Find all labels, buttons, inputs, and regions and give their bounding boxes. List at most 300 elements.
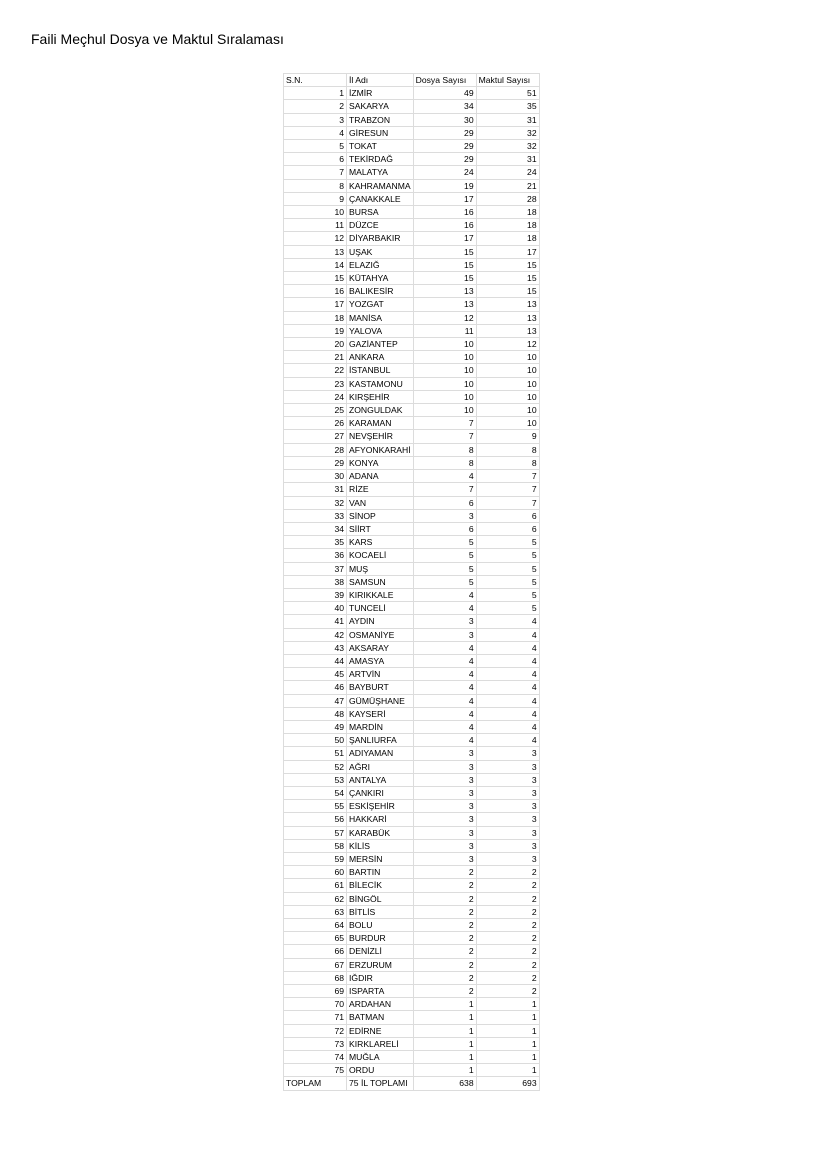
cell-sn: 49	[284, 720, 347, 733]
cell-sn: 51	[284, 747, 347, 760]
table-row	[284, 1064, 540, 1077]
header-maktul-sayisi: Maktul Sayısı	[476, 74, 539, 87]
cell-dosya-sayisi: 24	[413, 166, 476, 179]
cell-sn: 42	[284, 628, 347, 641]
table-row	[284, 417, 540, 430]
cell-il-adi: ŞANLIURFA	[347, 734, 414, 747]
cell-dosya-sayisi: 7	[413, 483, 476, 496]
table-row	[284, 628, 540, 641]
table-row	[284, 1024, 540, 1037]
cell-maktul-sayisi: 1	[476, 1064, 539, 1077]
cell-il-adi: EDİRNE	[347, 1024, 414, 1037]
cell-dosya-sayisi: 2	[413, 985, 476, 998]
cell-maktul-sayisi: 1	[476, 1024, 539, 1037]
cell-sn: 40	[284, 602, 347, 615]
cell-dosya-sayisi: 30	[413, 113, 476, 126]
cell-maktul-sayisi: 10	[476, 377, 539, 390]
cell-il-adi: DÜZCE	[347, 219, 414, 232]
cell-sn: 48	[284, 707, 347, 720]
cell-dosya-sayisi: 3	[413, 747, 476, 760]
cell-il-adi: OSMANİYE	[347, 628, 414, 641]
cell-dosya-sayisi: 2	[413, 879, 476, 892]
table-row	[284, 338, 540, 351]
cell-maktul-sayisi: 2	[476, 866, 539, 879]
table-row	[284, 100, 540, 113]
cell-il-adi: KIRIKKALE	[347, 588, 414, 601]
cell-sn: 26	[284, 417, 347, 430]
cell-maktul-sayisi: 32	[476, 126, 539, 139]
table-row	[284, 562, 540, 575]
cell-dosya-sayisi: 1	[413, 998, 476, 1011]
cell-dosya-sayisi: 49	[413, 87, 476, 100]
cell-dosya-sayisi: 10	[413, 364, 476, 377]
cell-sn: 50	[284, 734, 347, 747]
cell-sn: 29	[284, 456, 347, 469]
table-row	[284, 443, 540, 456]
cell-sn: 45	[284, 668, 347, 681]
cell-il-adi: YOZGAT	[347, 298, 414, 311]
table-row	[284, 1051, 540, 1064]
cell-il-adi: KARS	[347, 536, 414, 549]
cell-maktul-sayisi: 9	[476, 430, 539, 443]
table-row	[284, 113, 540, 126]
cell-dosya-sayisi: 34	[413, 100, 476, 113]
cell-dosya-sayisi: 3	[413, 628, 476, 641]
cell-sn: 19	[284, 324, 347, 337]
table-row	[284, 668, 540, 681]
cell-dosya-sayisi: 1	[413, 1011, 476, 1024]
cell-il-adi: BİNGÖL	[347, 892, 414, 905]
cell-il-adi: ANTALYA	[347, 773, 414, 786]
cell-il-adi: MARDİN	[347, 720, 414, 733]
cell-il-adi: HAKKARİ	[347, 813, 414, 826]
cell-sn: 64	[284, 919, 347, 932]
cell-maktul-sayisi: 21	[476, 179, 539, 192]
cell-sn: 60	[284, 866, 347, 879]
cell-maktul-sayisi: 8	[476, 456, 539, 469]
table-row	[284, 879, 540, 892]
cell-maktul-sayisi: 31	[476, 153, 539, 166]
cell-sn: 25	[284, 404, 347, 417]
cell-dosya-sayisi: 10	[413, 377, 476, 390]
cell-dosya-sayisi: 4	[413, 654, 476, 667]
cell-maktul-sayisi: 13	[476, 324, 539, 337]
table-row	[284, 179, 540, 192]
cell-il-adi: ANKARA	[347, 351, 414, 364]
cell-sn: 47	[284, 694, 347, 707]
cell-sn: 43	[284, 641, 347, 654]
cell-sn: 46	[284, 681, 347, 694]
cell-il-adi: KIRŞEHİR	[347, 390, 414, 403]
cell-il-adi: ISPARTA	[347, 985, 414, 998]
table-row	[284, 272, 540, 285]
cell-dosya-sayisi: 16	[413, 206, 476, 219]
table-row	[284, 483, 540, 496]
cell-il-adi: BOLU	[347, 919, 414, 932]
cell-sn: 44	[284, 654, 347, 667]
cell-il-adi: ÇANKIRI	[347, 786, 414, 799]
table-row	[284, 140, 540, 153]
cell-maktul-sayisi: 7	[476, 496, 539, 509]
table-row	[284, 1011, 540, 1024]
cell-maktul-sayisi: 18	[476, 219, 539, 232]
table-row	[284, 153, 540, 166]
cell-dosya-sayisi: 10	[413, 404, 476, 417]
table-row	[284, 800, 540, 813]
table-row	[284, 1037, 540, 1050]
table-row	[284, 839, 540, 852]
table-row	[284, 734, 540, 747]
cell-il-adi: MALATYA	[347, 166, 414, 179]
table-row	[284, 258, 540, 271]
cell-sn: 16	[284, 285, 347, 298]
table-row	[284, 602, 540, 615]
cell-sn: 24	[284, 390, 347, 403]
cell-il-adi: SİNOP	[347, 509, 414, 522]
cell-maktul-sayisi: 3	[476, 839, 539, 852]
cell-maktul-sayisi: 2	[476, 932, 539, 945]
cell-dosya-sayisi: 1	[413, 1051, 476, 1064]
table-row	[284, 641, 540, 654]
cell-sn: 2	[284, 100, 347, 113]
cell-dosya-sayisi: 6	[413, 522, 476, 535]
cell-dosya-sayisi: 5	[413, 575, 476, 588]
cell-il-adi: KARABÜK	[347, 826, 414, 839]
cell-il-adi: BİLECİK	[347, 879, 414, 892]
table-row	[284, 285, 540, 298]
table-row	[284, 654, 540, 667]
table-row	[284, 919, 540, 932]
cell-sn: 67	[284, 958, 347, 971]
cell-sn: 75	[284, 1064, 347, 1077]
cell-maktul-sayisi: 6	[476, 522, 539, 535]
cell-il-adi: MUĞLA	[347, 1051, 414, 1064]
table-row	[284, 985, 540, 998]
cell-sn: 22	[284, 364, 347, 377]
cell-il-adi: SAKARYA	[347, 100, 414, 113]
cell-il-adi: KIRKLARELİ	[347, 1037, 414, 1050]
cell-il-adi: DİYARBAKIR	[347, 232, 414, 245]
cell-il-adi: AFYONKARAHİ	[347, 443, 414, 456]
cell-il-adi: BİTLİS	[347, 905, 414, 918]
cell-maktul-sayisi: 5	[476, 536, 539, 549]
cell-sn: 32	[284, 496, 347, 509]
cell-dosya-sayisi: 13	[413, 285, 476, 298]
cell-il-adi: KARAMAN	[347, 417, 414, 430]
cell-maktul-sayisi: 3	[476, 773, 539, 786]
cell-maktul-sayisi: 1	[476, 1037, 539, 1050]
cell-dosya-sayisi: 2	[413, 971, 476, 984]
cell-dosya-sayisi: 3	[413, 509, 476, 522]
cell-sn: 18	[284, 311, 347, 324]
cell-maktul-sayisi: 5	[476, 562, 539, 575]
cell-sn: 11	[284, 219, 347, 232]
cell-sn: 74	[284, 1051, 347, 1064]
cell-il-adi: ÇANAKKALE	[347, 192, 414, 205]
table-row	[284, 126, 540, 139]
cell-sn: 30	[284, 470, 347, 483]
cell-il-adi: BARTIN	[347, 866, 414, 879]
cell-dosya-sayisi: 2	[413, 892, 476, 905]
cell-maktul-sayisi: 2	[476, 919, 539, 932]
cell-sn: 13	[284, 245, 347, 258]
table-row	[284, 852, 540, 865]
table-row	[284, 786, 540, 799]
cell-sn: 28	[284, 443, 347, 456]
cell-maktul-sayisi: 1	[476, 998, 539, 1011]
table-row	[284, 760, 540, 773]
cell-maktul-sayisi: 17	[476, 245, 539, 258]
cell-il-adi: SAMSUN	[347, 575, 414, 588]
cell-maktul-sayisi: 32	[476, 140, 539, 153]
table-row	[284, 945, 540, 958]
table-row	[284, 351, 540, 364]
cell-il-adi: BATMAN	[347, 1011, 414, 1024]
cell-sn: 54	[284, 786, 347, 799]
header-dosya-sayisi: Dosya Sayısı	[413, 74, 476, 87]
cell-sn: 33	[284, 509, 347, 522]
cell-il-adi: AĞRI	[347, 760, 414, 773]
cell-il-adi: İSTANBUL	[347, 364, 414, 377]
cell-sn: 20	[284, 338, 347, 351]
cell-maktul-sayisi: 10	[476, 390, 539, 403]
cell-il-adi: BAYBURT	[347, 681, 414, 694]
cell-maktul-sayisi: 4	[476, 707, 539, 720]
cell-maktul-sayisi: 3	[476, 760, 539, 773]
cell-sn: 63	[284, 905, 347, 918]
table-row	[284, 245, 540, 258]
cell-il-adi: TRABZON	[347, 113, 414, 126]
table-row	[284, 971, 540, 984]
cell-maktul-sayisi: 4	[476, 615, 539, 628]
cell-maktul-sayisi: 10	[476, 351, 539, 364]
table-row	[284, 932, 540, 945]
cell-sn: 14	[284, 258, 347, 271]
cell-il-adi: TOKAT	[347, 140, 414, 153]
table-row	[284, 588, 540, 601]
cell-dosya-sayisi: 4	[413, 602, 476, 615]
cell-maktul-sayisi: 2	[476, 879, 539, 892]
cell-il-adi: GİRESUN	[347, 126, 414, 139]
cell-dosya-sayisi: 4	[413, 588, 476, 601]
cell-dosya-sayisi: 7	[413, 417, 476, 430]
table-row	[284, 998, 540, 1011]
cell-dosya-sayisi: 8	[413, 456, 476, 469]
cell-maktul-sayisi: 4	[476, 681, 539, 694]
cell-il-adi: İZMİR	[347, 87, 414, 100]
table-row	[284, 720, 540, 733]
cell-dosya-sayisi: 3	[413, 773, 476, 786]
table-row	[284, 311, 540, 324]
cell-dosya-sayisi: 5	[413, 549, 476, 562]
cell-sn: 21	[284, 351, 347, 364]
cell-il-adi: ZONGULDAK	[347, 404, 414, 417]
table-row	[284, 232, 540, 245]
cell-il-adi: BURDUR	[347, 932, 414, 945]
cell-maktul-sayisi: 18	[476, 206, 539, 219]
cell-maktul-sayisi: 5	[476, 575, 539, 588]
table-row	[284, 390, 540, 403]
cell-dosya-sayisi: 2	[413, 866, 476, 879]
total-dosya: 638	[413, 1077, 476, 1090]
cell-maktul-sayisi: 3	[476, 747, 539, 760]
cell-maktul-sayisi: 10	[476, 404, 539, 417]
table-row	[284, 364, 540, 377]
table-row	[284, 747, 540, 760]
cell-maktul-sayisi: 28	[476, 192, 539, 205]
table-row	[284, 87, 540, 100]
cell-sn: 34	[284, 522, 347, 535]
cell-maktul-sayisi: 10	[476, 364, 539, 377]
cell-il-adi: VAN	[347, 496, 414, 509]
cell-maktul-sayisi: 1	[476, 1011, 539, 1024]
cell-dosya-sayisi: 4	[413, 707, 476, 720]
table-row	[284, 958, 540, 971]
cell-il-adi: TUNCELİ	[347, 602, 414, 615]
cell-dosya-sayisi: 4	[413, 668, 476, 681]
cell-sn: 37	[284, 562, 347, 575]
cell-il-adi: ORDU	[347, 1064, 414, 1077]
cell-sn: 65	[284, 932, 347, 945]
cell-sn: 4	[284, 126, 347, 139]
cell-maktul-sayisi: 4	[476, 734, 539, 747]
table-row	[284, 377, 540, 390]
cell-sn: 36	[284, 549, 347, 562]
cell-maktul-sayisi: 3	[476, 800, 539, 813]
cell-dosya-sayisi: 6	[413, 496, 476, 509]
cell-dosya-sayisi: 4	[413, 681, 476, 694]
cell-il-adi: MERSİN	[347, 852, 414, 865]
cell-dosya-sayisi: 3	[413, 786, 476, 799]
cell-dosya-sayisi: 2	[413, 945, 476, 958]
cell-il-adi: KÜTAHYA	[347, 272, 414, 285]
cell-il-adi: GÜMÜŞHANE	[347, 694, 414, 707]
cell-il-adi: ESKİŞEHİR	[347, 800, 414, 813]
table-row	[284, 324, 540, 337]
table-row	[284, 496, 540, 509]
table-row	[284, 905, 540, 918]
cell-dosya-sayisi: 4	[413, 720, 476, 733]
header-row	[284, 74, 540, 87]
cell-dosya-sayisi: 1	[413, 1064, 476, 1077]
cell-sn: 23	[284, 377, 347, 390]
cell-il-adi: IĞDIR	[347, 971, 414, 984]
cell-dosya-sayisi: 1	[413, 1024, 476, 1037]
table-row	[284, 694, 540, 707]
cell-dosya-sayisi: 4	[413, 694, 476, 707]
table-row	[284, 192, 540, 205]
cell-maktul-sayisi: 4	[476, 668, 539, 681]
cell-sn: 5	[284, 140, 347, 153]
cell-il-adi: TEKİRDAĞ	[347, 153, 414, 166]
cell-il-adi: BURSA	[347, 206, 414, 219]
cell-maktul-sayisi: 15	[476, 272, 539, 285]
cell-il-adi: ERZURUM	[347, 958, 414, 971]
cell-dosya-sayisi: 4	[413, 734, 476, 747]
cell-maktul-sayisi: 15	[476, 285, 539, 298]
cell-dosya-sayisi: 15	[413, 258, 476, 271]
cell-il-adi: RİZE	[347, 483, 414, 496]
cell-maktul-sayisi: 4	[476, 641, 539, 654]
cell-il-adi: KONYA	[347, 456, 414, 469]
cell-dosya-sayisi: 10	[413, 338, 476, 351]
cell-maktul-sayisi: 3	[476, 826, 539, 839]
total-row	[284, 1077, 540, 1090]
cell-sn: 58	[284, 839, 347, 852]
total-il-label: 75 İL TOPLAMI	[347, 1077, 414, 1090]
table-body	[284, 87, 540, 1077]
cell-dosya-sayisi: 3	[413, 615, 476, 628]
cell-dosya-sayisi: 5	[413, 536, 476, 549]
table-row	[284, 681, 540, 694]
cell-sn: 61	[284, 879, 347, 892]
cell-maktul-sayisi: 1	[476, 1051, 539, 1064]
cell-sn: 1	[284, 87, 347, 100]
cell-maktul-sayisi: 18	[476, 232, 539, 245]
cell-dosya-sayisi: 13	[413, 298, 476, 311]
cell-dosya-sayisi: 11	[413, 324, 476, 337]
cell-maktul-sayisi: 4	[476, 654, 539, 667]
cell-sn: 55	[284, 800, 347, 813]
cell-sn: 59	[284, 852, 347, 865]
cell-il-adi: BALIKESİR	[347, 285, 414, 298]
cell-maktul-sayisi: 8	[476, 443, 539, 456]
cell-maktul-sayisi: 35	[476, 100, 539, 113]
cell-sn: 62	[284, 892, 347, 905]
table-row	[284, 470, 540, 483]
cell-il-adi: ARDAHAN	[347, 998, 414, 1011]
cell-sn: 27	[284, 430, 347, 443]
cell-dosya-sayisi: 2	[413, 905, 476, 918]
cell-il-adi: AKSARAY	[347, 641, 414, 654]
cell-il-adi: ADANA	[347, 470, 414, 483]
cell-sn: 9	[284, 192, 347, 205]
table-row	[284, 826, 540, 839]
cell-dosya-sayisi: 17	[413, 192, 476, 205]
table-row	[284, 206, 540, 219]
table-row	[284, 404, 540, 417]
cell-maktul-sayisi: 2	[476, 945, 539, 958]
cell-maktul-sayisi: 24	[476, 166, 539, 179]
table-row	[284, 166, 540, 179]
cell-il-adi: AMASYA	[347, 654, 414, 667]
cell-dosya-sayisi: 15	[413, 245, 476, 258]
cell-sn: 73	[284, 1037, 347, 1050]
table-row	[284, 813, 540, 826]
cell-il-adi: KASTAMONU	[347, 377, 414, 390]
table-row	[284, 456, 540, 469]
cell-dosya-sayisi: 2	[413, 932, 476, 945]
cell-maktul-sayisi: 5	[476, 549, 539, 562]
cell-dosya-sayisi: 5	[413, 562, 476, 575]
cell-il-adi: GAZİANTEP	[347, 338, 414, 351]
header-il-adi: İl Adı	[347, 74, 414, 87]
cell-maktul-sayisi: 4	[476, 694, 539, 707]
cell-dosya-sayisi: 17	[413, 232, 476, 245]
cell-sn: 56	[284, 813, 347, 826]
cell-maktul-sayisi: 3	[476, 786, 539, 799]
cell-sn: 17	[284, 298, 347, 311]
cell-sn: 12	[284, 232, 347, 245]
cell-il-adi: ELAZIĞ	[347, 258, 414, 271]
cell-maktul-sayisi: 5	[476, 588, 539, 601]
table-row	[284, 892, 540, 905]
cell-dosya-sayisi: 12	[413, 311, 476, 324]
table-row	[284, 536, 540, 549]
cell-maktul-sayisi: 2	[476, 958, 539, 971]
cell-dosya-sayisi: 10	[413, 351, 476, 364]
cell-dosya-sayisi: 3	[413, 839, 476, 852]
